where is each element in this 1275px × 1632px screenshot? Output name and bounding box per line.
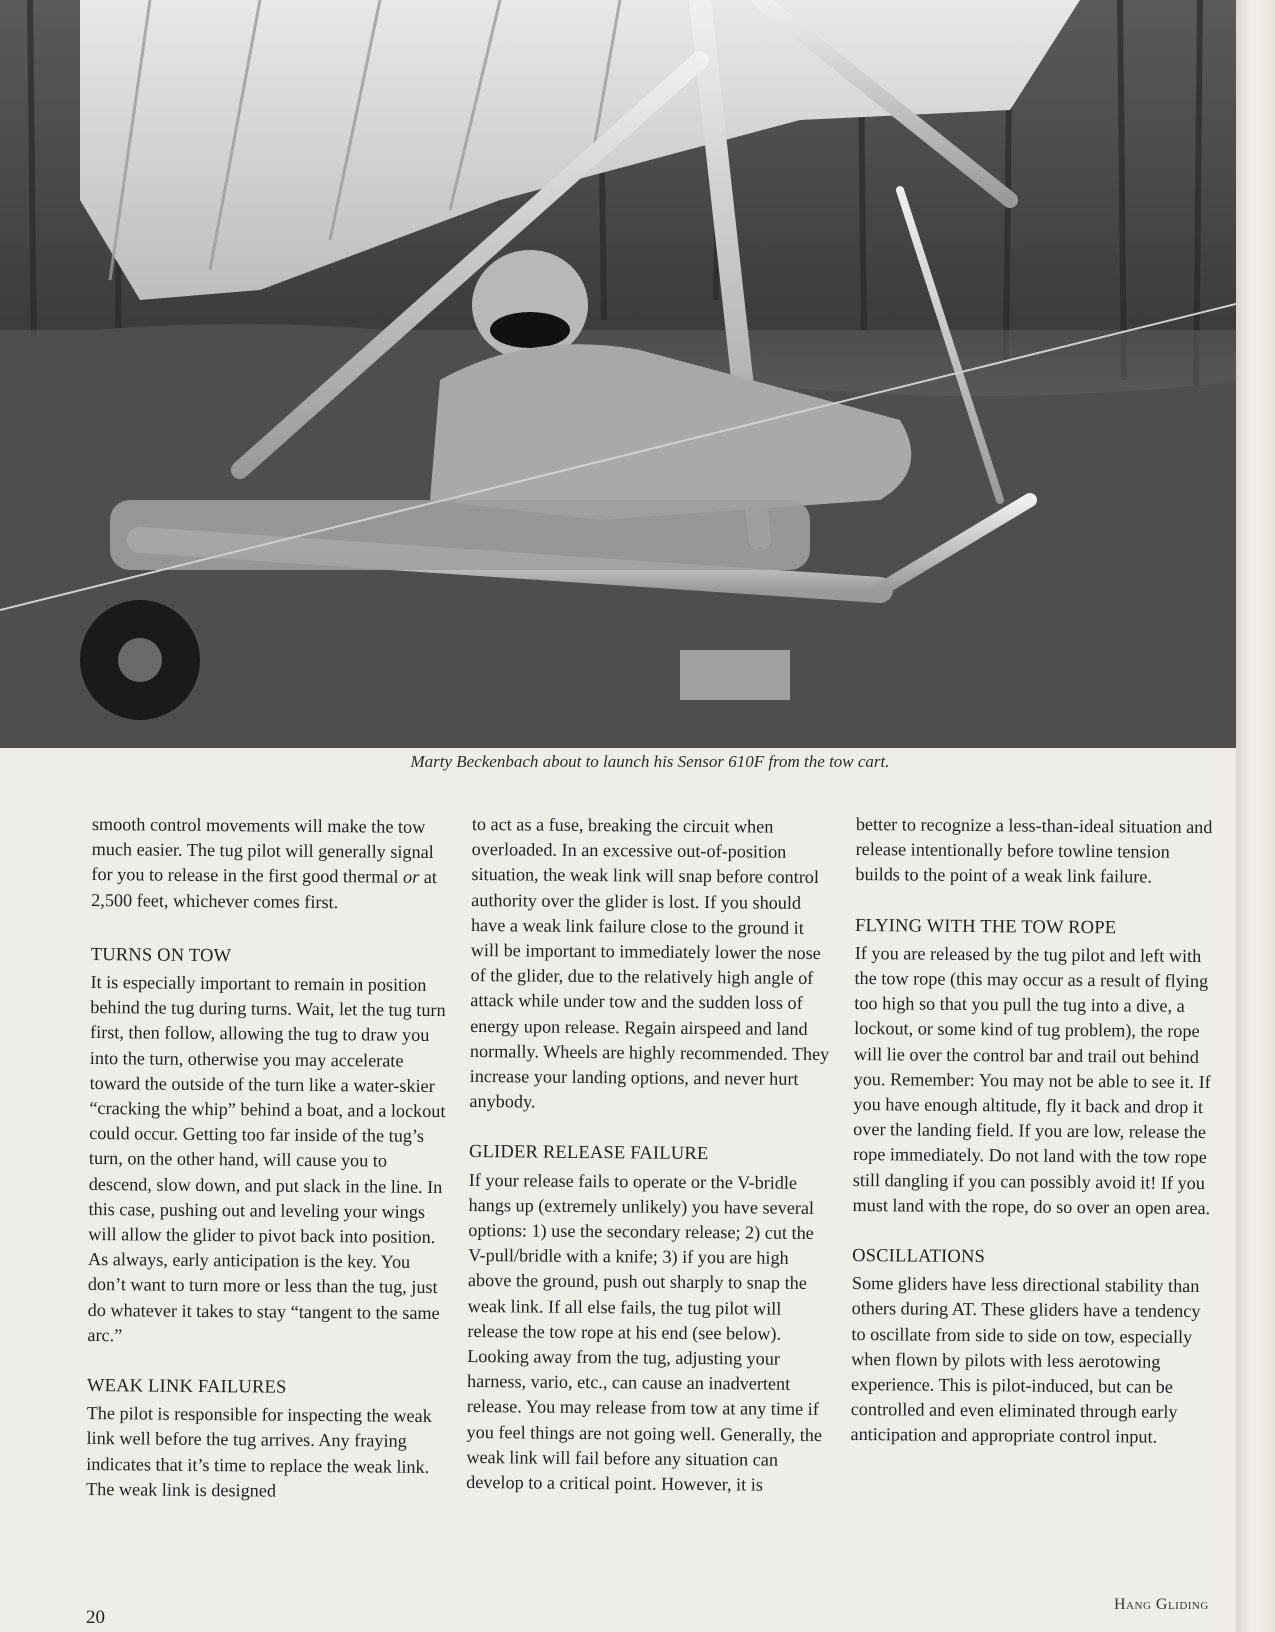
paragraph-flying-with-tow-rope: If you are released by the tug pilot and left with the tow rope (this may occur as a result of flying too high so that you pull the tug into a dive, a lockout, or some kind of tug problem), the rope will lie over the control bar and trail out behind you. Remember: You may not be able to see it. If you have enough altitude, fly it back and drop it over the landing field. If you are low, release the rope immediately. Do not land with the tow rope still dangling if you can possibly avoid it! If you must land with the rope, do so over an open area. — [852, 942, 1211, 1218]
paragraph-turns-on-tow: It is especially important to remain in position behind the tug during turns. Wait, let the tug turn first, then follow, allowing the tug to draw you into the turn, otherwise you may accelerate toward the outside of the turn like a water-skier “cracking the whip” behind a boat, and a lockout could occur. Getting too far inside of the tug’s turn, on the other hand, will cause you to descend, slow down, and put slack in the line. In this case, pushing out and leveling your wings will allow the glider to pivot back into position. As always, early anticipation is the key. You don’t want to turn more or less than the tug, just do whatever it takes to stay “tangent to the same arc.” — [87, 972, 446, 1346]
intro-text: smooth control movements will make the tow much easier. The tug pilot will generally signal for you to release in the first good thermal — [91, 813, 434, 888]
paragraph-intro — [91, 812, 452, 916]
running-title: Hang Gliding — [1114, 1596, 1209, 1613]
intro-text-end: at 2,500 feet, whichever comes first. — [91, 867, 438, 912]
photo-illustration — [0, 0, 1252, 748]
photo-hang-glider-tow-cart — [0, 0, 1252, 748]
heading-oscillations: OSCILLATIONS — [852, 1246, 986, 1268]
paragraph-release-continued: better to recognize a less-than-ideal situation and release intentionally before towline tension builds to the point of a weak link failure. — [855, 813, 1213, 887]
heading-flying-with-tow-rope: FLYING WITH THE TOW ROPE — [854, 915, 1117, 938]
page-gutter-edge — [1236, 0, 1275, 1632]
heading-weak-link-failures: WEAK LINK FAILURES — [86, 1376, 287, 1398]
paragraph-oscillations: Some gliders have less directional stability than others during AT. These gliders have a tendency to oscillate from side to side on tow, especially when flown by pilots with less aerotowing experience. This is pilot-induced, but can be controlled and even eliminated through early anticipation and appropriate control input. — [850, 1273, 1201, 1448]
photo-caption: Marty Beckenbach about to launch his Sensor 610F from the tow cart. — [410, 752, 890, 771]
heading-glider-release-failure: GLIDER RELEASE FAILURE — [468, 1142, 709, 1165]
text-column-2 — [466, 812, 832, 1498]
intro-emphasis: or — [402, 867, 420, 888]
paragraph-glider-release-failure: If your release fails to operate or the V-bridle hangs up (extremely unlikely) you have several options: 1) use the secondary release; 2) cut the V-pull/bridle with a knife; 3) if you are high above the ground, push out sharply to snap the weak link. If all else fails, the tug pilot will release the tow rope at his end (see below). Looking away from the tug, adjusting your harness, vario, etc., can cause an inadvertent release. You may release from tow at any time if you feel things are not going well. Generally, the weak link will fail before any situation can develop to a critical point. However, it is — [466, 1169, 823, 1495]
page-number: 20 — [86, 1607, 105, 1628]
paragraph-weak-link-continued: to act as a fuse, breaking the circuit when overloaded. In an excessive out-of-position situation, the weak link will snap before control authority over the glider is lost. If you should have a weak link failure close to the ground it will be important to immediately lower the nose of the glider, due to the relatively high angle of attack while under tow and the sudden loss of energy upon release. Regain airspeed and land normally. Wheels are highly recommended. They increase your landing options, and never hurt anybody. — [469, 813, 830, 1112]
text-column-3 — [850, 812, 1216, 1451]
heading-turns-on-tow: TURNS ON TOW — [90, 944, 232, 967]
paragraph-weak-link-failures: The pilot is responsible for inspecting the weak link well before the tug arrives. Any fraying indicates that it’s time to replace the weak link. The weak link is designed — [86, 1403, 432, 1501]
text-column-1 — [86, 812, 452, 1505]
